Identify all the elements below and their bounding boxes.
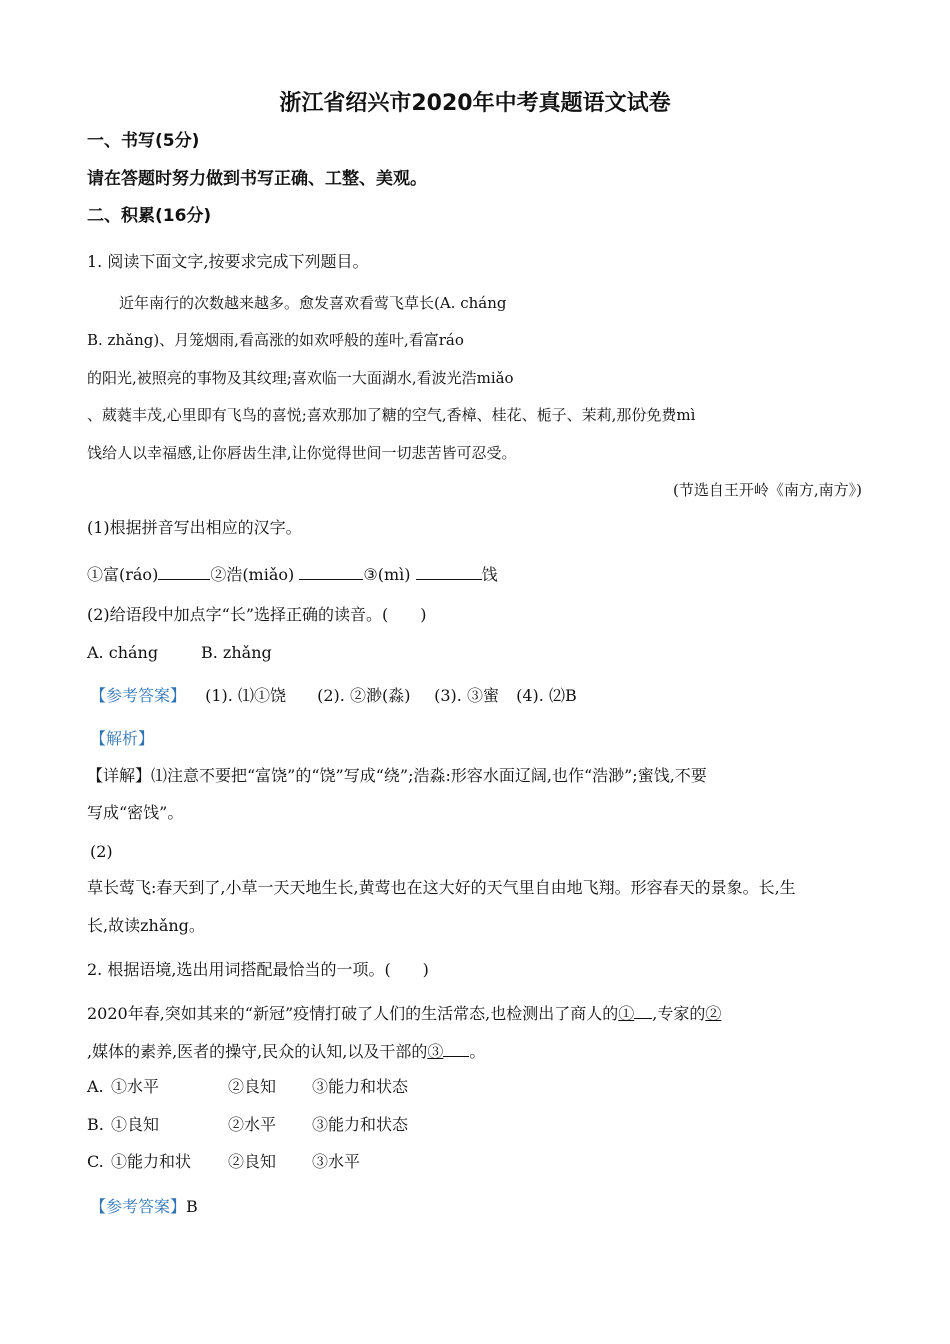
section1-heading: 一、书写(5分) <box>87 131 200 151</box>
q1-blanks <box>87 563 498 585</box>
q1-answer-row <box>90 686 577 706</box>
blank3-line <box>416 563 482 580</box>
blank3-label: ③(mì) <box>363 565 411 584</box>
blank3-tail: 饯 <box>481 565 498 584</box>
page-title: 浙江省绍兴市2020年中考真题语文试卷 <box>279 91 671 116</box>
q2-line2-text: ,媒体的素养,医者的操守,民众的认知,以及干部的 <box>87 1042 428 1061</box>
option-letter: A. <box>87 1077 104 1096</box>
blank-line-3 <box>443 1040 469 1057</box>
q2-line2-end: 。 <box>469 1042 486 1061</box>
q1-sub1: (1)根据拼音写出相应的汉字。 <box>87 518 302 537</box>
q2-line-1 <box>87 1002 721 1024</box>
q2-answer-row <box>90 1197 198 1217</box>
section1-instruction: 请在答题时努力做到书写正确、工整、美观。 <box>87 169 427 189</box>
answer-1: (1). ⑴①饶 <box>205 686 286 705</box>
q2-line1-text: 2020年春,突如其来的“新冠”疫情打破了人们的生活常态,也检测出了商人的 <box>87 1004 619 1023</box>
analysis-label: 【解析】 <box>90 729 155 748</box>
option-b: B. zhǎng <box>201 643 272 662</box>
option-item: ①水平 <box>111 1077 160 1096</box>
section2-heading: 二、积累(16分) <box>87 206 212 226</box>
option-item: ③能力和状态 <box>312 1115 409 1134</box>
option-item: ②良知 <box>228 1077 277 1096</box>
part2-line-1: 草长莺飞:春天到了,小草一天天地生长,黄莺也在这大好的天气里自由地飞翔。形容春天的景象。长,生 <box>87 878 796 897</box>
detail-line-2: 写成“密饯”。 <box>87 803 184 822</box>
blank1-label: ①富(ráo) <box>87 565 159 584</box>
blank2-line <box>299 563 363 580</box>
passage-source: (节选自王开岭《南方,南方》) <box>673 481 862 499</box>
option-item: ②良知 <box>228 1152 277 1171</box>
option-letter: B. <box>87 1115 104 1134</box>
q1-prompt: 1. 阅读下面文字,按要求完成下列题目。 <box>87 252 369 271</box>
passage-line-3: 的阳光,被照亮的事物及其纹理;喜欢临一大面湖水,看波光浩miǎo <box>87 369 514 387</box>
part2-line-2: 长,故读zhǎng。 <box>87 916 205 935</box>
passage-line-1: 近年南行的次数越来越多。愈发喜欢看莺飞草长(A. cháng <box>119 294 507 312</box>
detail-line-1: 【详解】⑴注意不要把“富饶”的“饶”写成“绕”;浩淼:形容水面辽阔,也作“浩渺”;蜜饯,不要 <box>87 766 707 785</box>
option-item: ③能力和状态 <box>312 1077 409 1096</box>
option-item: ①良知 <box>111 1115 160 1134</box>
blank2-label: ②浩(miǎo) <box>210 565 295 584</box>
q2-line1-mid: ,专家的 <box>652 1004 706 1023</box>
q2-option-c <box>87 1152 360 1172</box>
q1-options <box>87 643 272 663</box>
answer-label: 【参考答案】 <box>90 686 187 705</box>
q2-line-2 <box>87 1040 485 1062</box>
blank-marker-2: ② <box>705 1004 722 1023</box>
q2-option-a <box>87 1077 408 1097</box>
passage-line-5: 饯给人以幸福感,让你唇齿生津,让你觉得世间一切悲苦皆可忍受。 <box>87 444 517 462</box>
passage-line-4: 、葳蕤丰茂,心里即有飞鸟的喜悦;喜欢那加了糖的空气,香樟、桂花、栀子、茉莉,那份免费mì <box>87 406 696 424</box>
blank-marker-1: ① <box>618 1004 635 1023</box>
q1-sub2: (2)给语段中加点字“长”选择正确的读音。( ) <box>87 605 427 624</box>
option-item: ②水平 <box>228 1115 277 1134</box>
part2-label: (2) <box>90 842 113 861</box>
q2-answer-label: 【参考答案】 <box>90 1197 187 1216</box>
blank1-line <box>158 563 210 580</box>
answer-4: (4). ⑵B <box>516 686 577 705</box>
answer-2: (2). ②渺(淼) <box>317 686 411 705</box>
option-letter: C. <box>87 1152 104 1171</box>
option-item: ③水平 <box>312 1152 361 1171</box>
passage-line-2: B. zhǎng)、月笼烟雨,看高涨的如欢呼般的莲叶,看富ráo <box>87 331 464 349</box>
option-item: ①能力和状 <box>111 1152 192 1171</box>
q2-answer: B <box>186 1197 198 1216</box>
q2-prompt: 2. 根据语境,选出用词搭配最恰当的一项。( ) <box>87 960 429 979</box>
blank-line-1 <box>634 1002 652 1019</box>
q2-option-b <box>87 1115 408 1135</box>
answer-3: (3). ③蜜 <box>434 686 499 705</box>
option-a: A. cháng <box>87 643 159 662</box>
blank-marker-3: ③ <box>427 1042 444 1061</box>
